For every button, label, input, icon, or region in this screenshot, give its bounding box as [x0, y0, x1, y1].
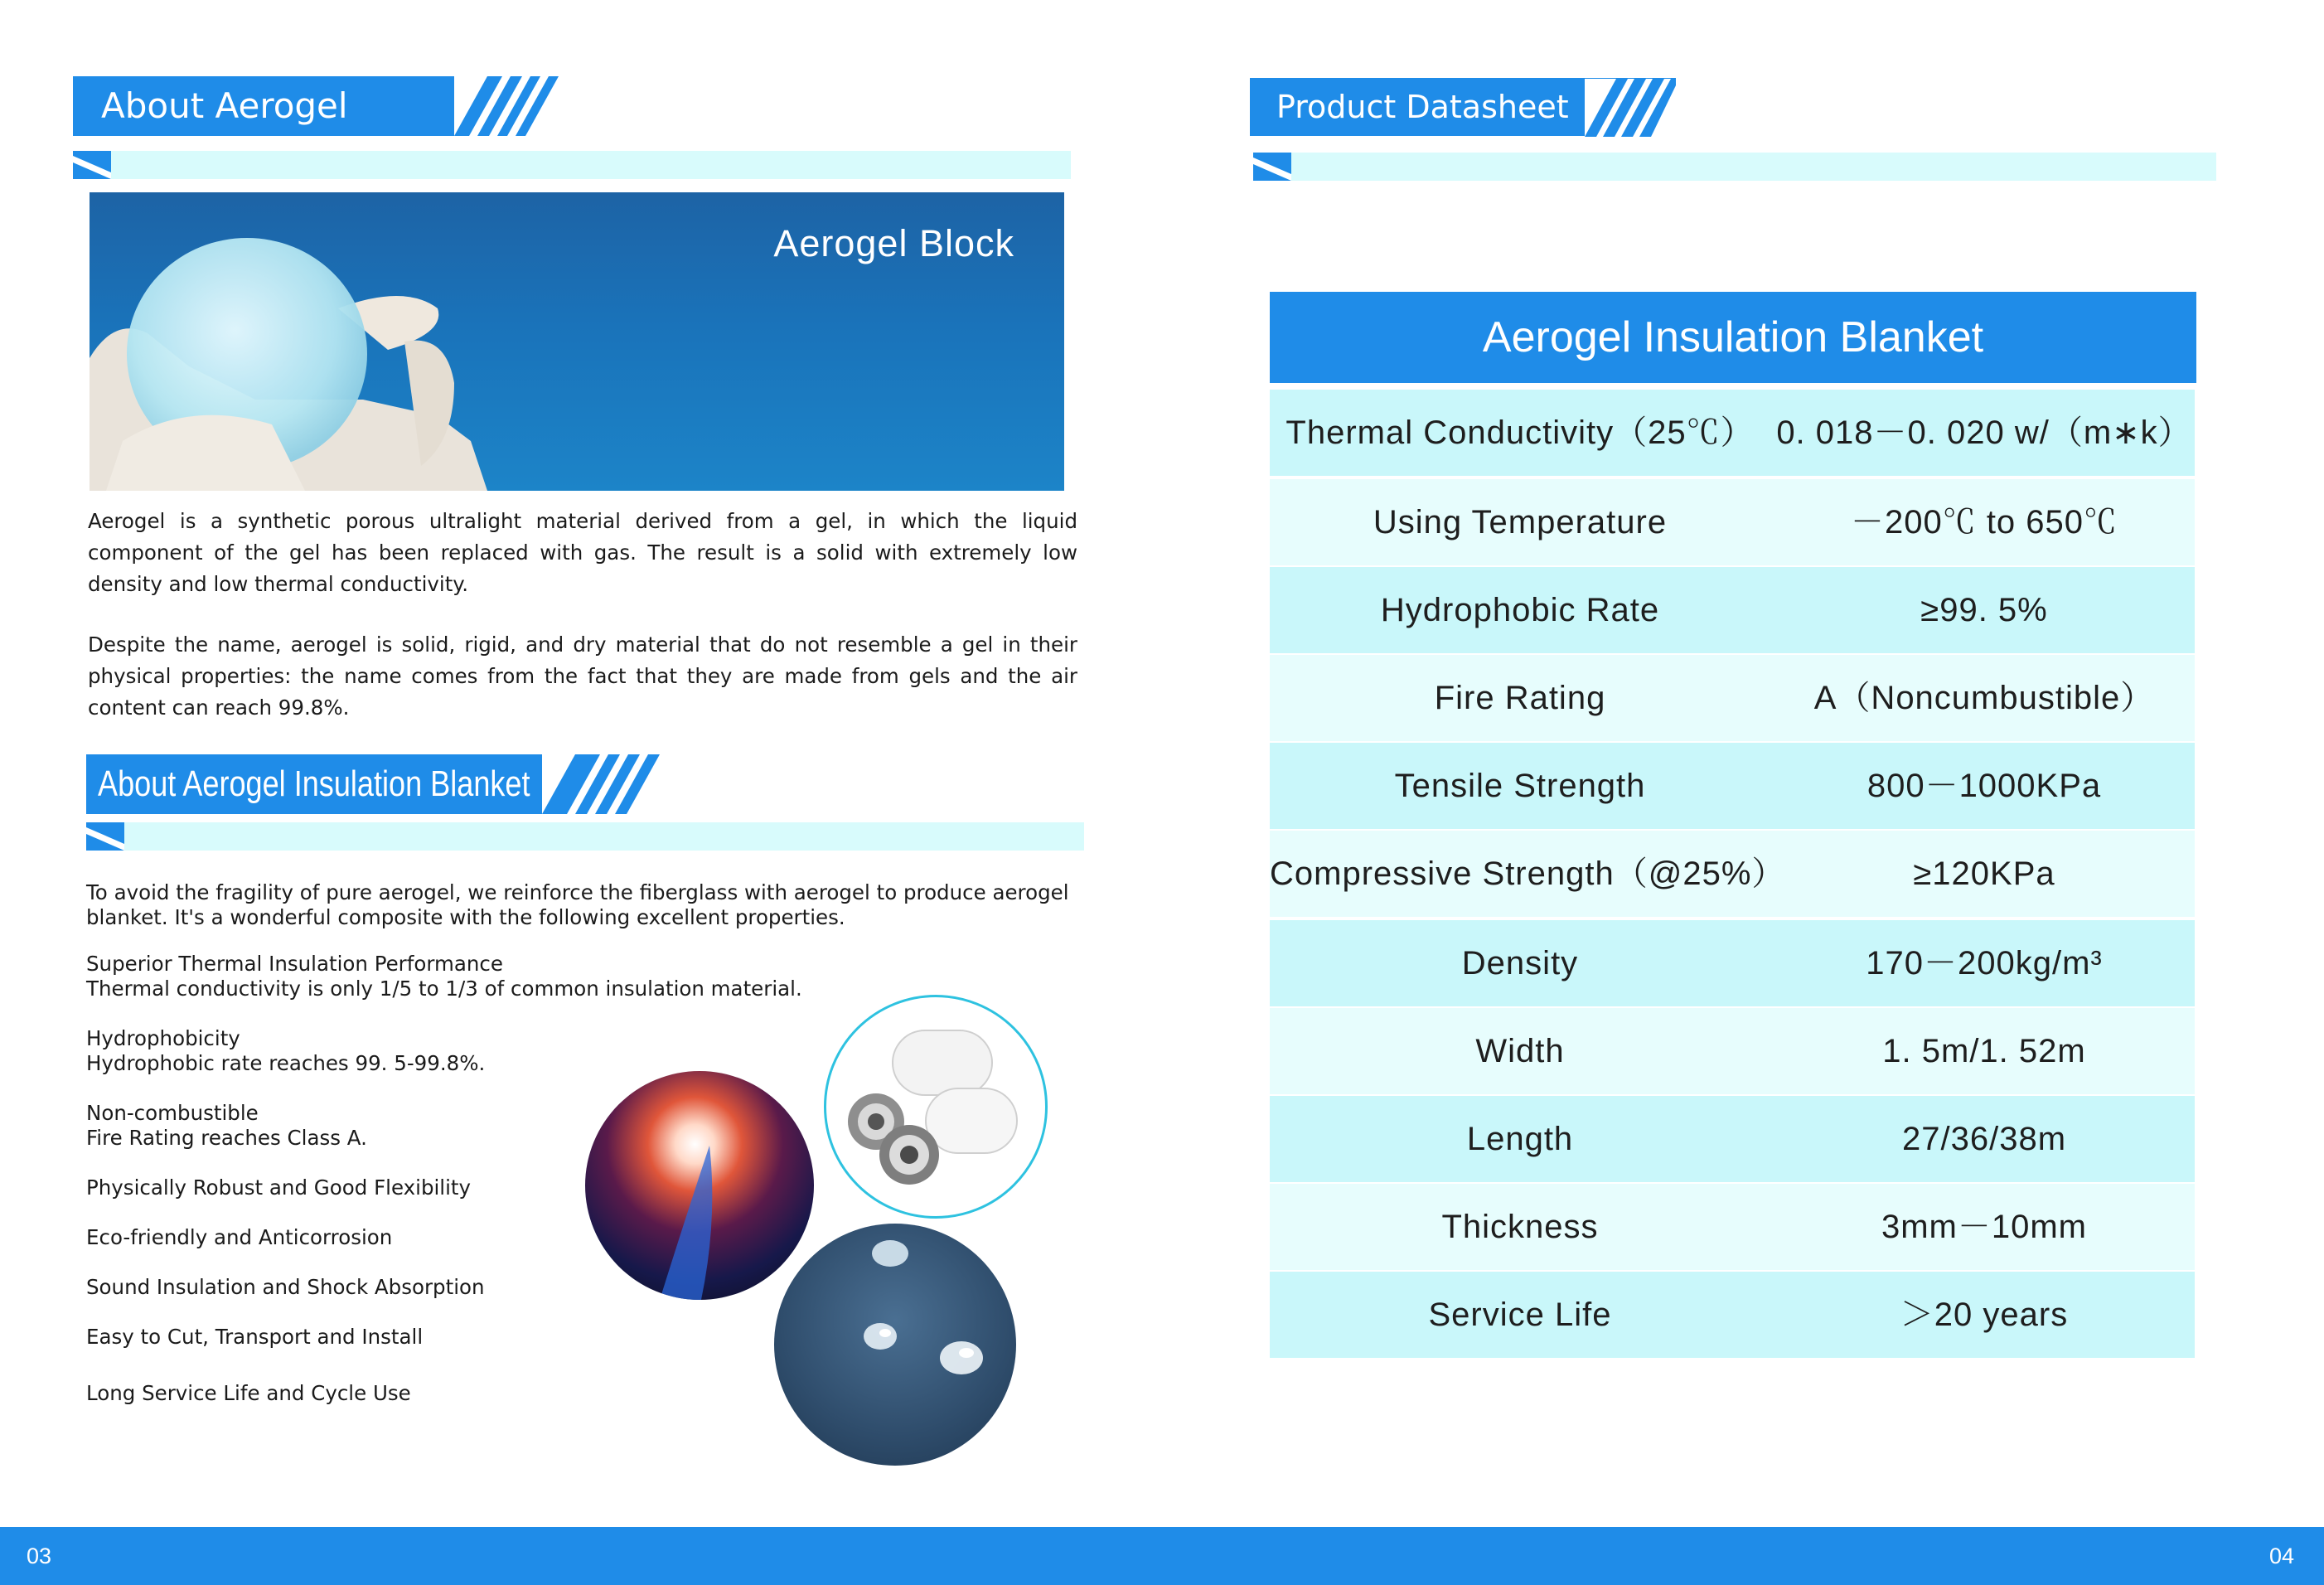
flame-illustration: [585, 1071, 814, 1300]
feature-heading: Non-combustible: [86, 1101, 259, 1125]
table-row: [1270, 743, 2195, 829]
value-cell: A（Noncumbustible）: [1813, 680, 2155, 716]
property-cell: Using Temperature: [1373, 504, 1668, 540]
value-cell: ＞20 years: [1900, 1297, 2069, 1333]
stripes-decoration: [454, 76, 562, 136]
corner-stripe-icon: [1253, 153, 1291, 181]
property-cell: Width: [1475, 1033, 1565, 1069]
water-droplets-photo: [774, 1224, 1016, 1466]
flame-test-photo: [585, 1071, 814, 1300]
table-row: [1270, 1008, 2195, 1094]
product-datasheet-header: [1250, 78, 1676, 136]
table-row: [1270, 1272, 2195, 1358]
footer-bar: [0, 1527, 2324, 1585]
table-row: [1270, 1184, 2195, 1270]
property-cell: Hydrophobic Rate: [1380, 592, 1660, 628]
image-caption: Aerogel Block: [773, 222, 1014, 264]
property-cell: Density: [1461, 945, 1579, 982]
feature-heading: Long Service Life and Cycle Use: [86, 1381, 411, 1405]
property-cell: Thickness: [1441, 1209, 1599, 1245]
stripes-decoration: [542, 754, 670, 814]
value-cell: 27/36/38m: [1901, 1121, 2067, 1157]
feature-heading: Eco-friendly and Anticorrosion: [86, 1225, 393, 1249]
header-underline-bar: [86, 822, 1084, 851]
feature-detail: Hydrophobic rate reaches 99. 5-99.8%.: [86, 1051, 486, 1075]
table-row: [1270, 1096, 2195, 1182]
value-cell: 3mm－10mm: [1881, 1209, 2088, 1245]
corner-stripe-icon: [73, 151, 111, 179]
droplets-illustration: [774, 1224, 1016, 1466]
section-title: Product Datasheet: [1276, 89, 1569, 125]
value-cell: ≥99. 5%: [1920, 592, 2048, 628]
property-cell: Fire Rating: [1434, 680, 1606, 716]
table-row: [1270, 831, 2195, 917]
property-cell: Length: [1466, 1121, 1574, 1157]
value-cell: 0. 018－0. 020 w/（m∗k）: [1776, 414, 2192, 451]
value-cell: 170－200kg/m³: [1866, 945, 2103, 982]
section-title: About Aerogel Insulation Blanket: [98, 763, 530, 804]
feature-heading: Hydrophobicity: [86, 1026, 240, 1050]
feature-heading: Sound Insulation and Shock Absorption: [86, 1275, 485, 1299]
page-number-right: 04: [2269, 1544, 2295, 1568]
stripes-decoration: [1585, 78, 1676, 138]
corner-stripe-icon: [86, 822, 124, 851]
feature-detail: Thermal conductivity is only 1/5 to 1/3 of common insulation material.: [86, 977, 802, 1001]
value-cell: 800－1000KPa: [1866, 768, 2102, 804]
datasheet-table-title: Aerogel Insulation Blanket: [1270, 292, 2196, 383]
table-row: [1270, 479, 2195, 565]
table-row: [1270, 655, 2195, 741]
about-blanket-header: [86, 754, 670, 814]
value-cell: ≥120KPa: [1913, 856, 2055, 892]
section-title: About Aerogel: [101, 85, 348, 126]
value-cell: －200℃ to 650℃: [1850, 504, 2118, 540]
property-cell: Tensile Strength: [1394, 768, 1646, 804]
property-cell: Compressive Strength（@25%）: [1270, 856, 1786, 892]
intro-paragraph-1: Aerogel is a synthetic porous ultralight material derived from a gel, in which the liquid component of the gel has been replaced with gas. The result is a solid with extremely low density and low thermal conductivity.: [88, 509, 1077, 596]
aerogel-block-image: [90, 192, 1064, 491]
about-aerogel-header: [73, 76, 562, 136]
property-cell: Service Life: [1428, 1297, 1612, 1333]
table-row: [1270, 390, 2195, 476]
rolls-illustration: [826, 997, 1045, 1216]
feature-heading: Easy to Cut, Transport and Install: [86, 1325, 424, 1349]
feature-heading: Superior Thermal Insulation Performance: [86, 952, 503, 976]
value-cell: 1. 5m/1. 52m: [1882, 1033, 2086, 1069]
header-underline-bar: [1253, 153, 2216, 181]
header-underline-bar: [73, 151, 1071, 179]
feature-heading: Physically Robust and Good Flexibility: [86, 1175, 472, 1200]
table-row: [1270, 567, 2195, 653]
table-row: [1270, 920, 2195, 1006]
feature-detail: Fire Rating reaches Class A.: [86, 1126, 367, 1150]
intro-paragraph-2: Despite the name, aerogel is solid, rigid, and dry material that do not resemble a gel in their physical properties: the name comes from the fact that they are made from gels and the air content can reach 99.8%.: [88, 633, 1077, 720]
property-cell: Thermal Conductivity（25℃）: [1285, 414, 1755, 451]
page-number-left: 03: [27, 1544, 52, 1568]
blanket-intro: To avoid the fragility of pure aerogel, we reinforce the fiberglass with aerogel to produce aerogel blanket. It's a wonderful composite with the following excellent properties.: [86, 880, 1069, 929]
blanket-rolls-photo: [824, 995, 1048, 1219]
